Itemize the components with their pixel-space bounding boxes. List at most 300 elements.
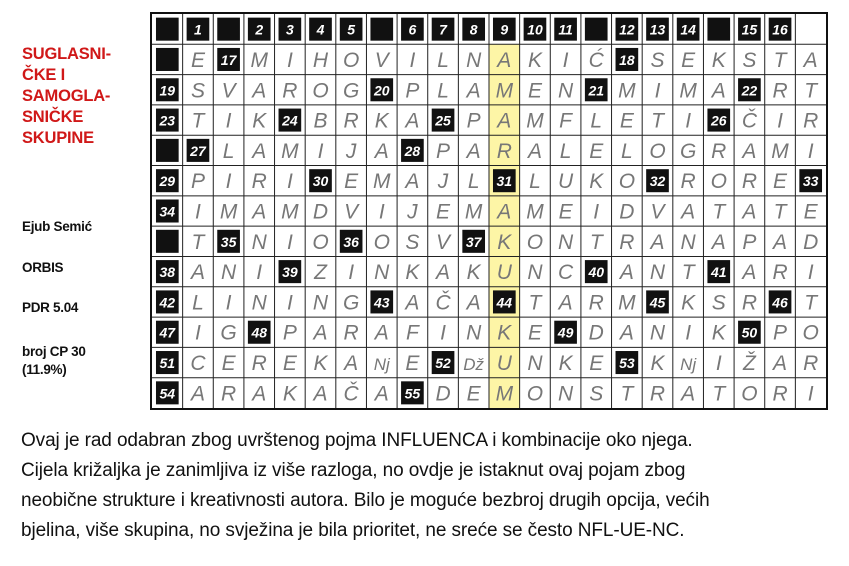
letter-cell: T bbox=[191, 230, 205, 254]
letter-cell: M bbox=[281, 139, 299, 163]
sidebar bbox=[0, 0, 150, 420]
crossword-svg bbox=[152, 14, 826, 408]
letter-cell: L bbox=[621, 139, 633, 163]
letter-cell: K bbox=[711, 321, 726, 345]
svg-text:39: 39 bbox=[282, 264, 298, 281]
letter-cell: O bbox=[342, 48, 360, 72]
letter-cell: T bbox=[589, 230, 603, 254]
letter-cell: A bbox=[497, 48, 512, 72]
letter-cell: P bbox=[773, 321, 788, 345]
clue-number-box bbox=[738, 321, 761, 344]
letter-cell: M bbox=[618, 291, 636, 315]
clue-number-box bbox=[401, 139, 424, 162]
letter-cell: I bbox=[286, 230, 293, 254]
svg-text:18: 18 bbox=[619, 51, 635, 68]
svg-text:53: 53 bbox=[619, 355, 635, 372]
svg-text:23: 23 bbox=[159, 112, 176, 129]
letter-cell: O bbox=[802, 321, 819, 345]
letter-cell: O bbox=[312, 79, 329, 103]
svg-text:32: 32 bbox=[649, 173, 666, 190]
letter-cell: T bbox=[804, 79, 818, 103]
letter-cell: A bbox=[374, 382, 389, 406]
letter-cell: K bbox=[681, 291, 696, 315]
letter-cell: I bbox=[440, 321, 446, 345]
letter-cell: Z bbox=[314, 261, 327, 285]
letter-cell: I bbox=[685, 109, 692, 133]
letter-cell: I bbox=[348, 261, 355, 285]
letter-cell: T bbox=[773, 200, 787, 224]
letter-cell: P bbox=[282, 321, 297, 345]
letter-cell: B bbox=[313, 109, 328, 133]
letter-cell: E bbox=[773, 170, 788, 194]
letter-cell: Nj bbox=[680, 355, 697, 375]
letter-cell: T bbox=[620, 382, 634, 406]
letter-cell: A bbox=[497, 200, 512, 224]
svg-text:25: 25 bbox=[435, 112, 451, 129]
letter-cell: R bbox=[680, 170, 696, 194]
header-number-box bbox=[279, 18, 302, 41]
letter-cell: O bbox=[526, 382, 544, 406]
clue-number-box bbox=[217, 48, 240, 71]
letter-cell: M bbox=[526, 109, 544, 133]
svg-text:49: 49 bbox=[557, 324, 574, 341]
letter-cell: R bbox=[343, 321, 359, 345]
svg-text:13: 13 bbox=[649, 21, 666, 38]
svg-text:43: 43 bbox=[373, 294, 390, 311]
letter-cell: G bbox=[342, 291, 360, 315]
svg-text:30: 30 bbox=[312, 173, 329, 190]
clue-number-box bbox=[156, 351, 179, 374]
letter-cell: I bbox=[225, 109, 232, 133]
clue-number-box bbox=[340, 230, 363, 253]
letter-cell: K bbox=[650, 352, 665, 376]
letter-cell: A bbox=[466, 291, 481, 315]
letter-cell: Dž bbox=[463, 355, 485, 375]
clue-number-box bbox=[279, 109, 302, 132]
letter-cell: V bbox=[650, 200, 665, 224]
svg-text:14: 14 bbox=[680, 21, 696, 38]
header-number-box bbox=[340, 18, 363, 41]
letter-cell: Ž bbox=[742, 352, 756, 376]
letter-cell: E bbox=[558, 200, 573, 224]
svg-text:28: 28 bbox=[404, 142, 421, 159]
letter-cell: I bbox=[593, 200, 600, 224]
letter-cell: Č bbox=[435, 291, 451, 315]
letter-cell: S bbox=[742, 48, 757, 72]
title-line: SAMOGLA- bbox=[22, 87, 111, 105]
letter-cell: F bbox=[405, 321, 419, 345]
count-line-1: broj CP 30 bbox=[22, 344, 86, 359]
letter-cell: E bbox=[466, 382, 481, 406]
svg-text:4: 4 bbox=[316, 21, 325, 38]
letter-cell: M bbox=[526, 200, 544, 224]
letter-cell: E bbox=[527, 79, 542, 103]
letter-cell: U bbox=[496, 261, 512, 285]
letter-cell: I bbox=[807, 139, 814, 163]
letter-cell: A bbox=[681, 382, 696, 406]
letter-cell: J bbox=[437, 170, 449, 194]
letter-cell: Č bbox=[741, 109, 757, 133]
letter-cell: K bbox=[497, 230, 512, 254]
letter-cell: L bbox=[222, 139, 235, 163]
svg-text:5: 5 bbox=[347, 21, 356, 38]
letter-cell: P bbox=[190, 170, 205, 194]
letter-cell: A bbox=[466, 79, 481, 103]
svg-text:34: 34 bbox=[159, 203, 176, 220]
svg-text:1: 1 bbox=[194, 21, 202, 38]
letter-cell: A bbox=[742, 200, 757, 224]
letter-cell: A bbox=[313, 382, 328, 406]
letter-cell: E bbox=[803, 200, 818, 224]
header-number-box bbox=[493, 18, 516, 41]
clue-number-box bbox=[554, 321, 577, 344]
letter-cell: I bbox=[225, 170, 232, 194]
letter-cell: R bbox=[619, 230, 635, 254]
letter-cell: R bbox=[282, 79, 298, 103]
letter-cell: M bbox=[250, 48, 268, 72]
letter-cell: D bbox=[588, 321, 604, 345]
clue-number-box bbox=[585, 260, 608, 283]
clue-number-box bbox=[432, 109, 455, 132]
clue-number-box bbox=[707, 109, 730, 132]
svg-text:46: 46 bbox=[772, 294, 788, 311]
letter-cell: E bbox=[436, 200, 451, 224]
letter-cell: O bbox=[312, 230, 329, 254]
letter-cell: R bbox=[251, 170, 267, 194]
description bbox=[21, 426, 836, 546]
letter-cell: I bbox=[286, 48, 293, 72]
header-number-box bbox=[309, 18, 332, 41]
letter-cell: R bbox=[741, 291, 757, 315]
letter-cell: K bbox=[282, 382, 297, 406]
letter-cell: I bbox=[715, 352, 722, 376]
letter-cell: A bbox=[773, 352, 788, 376]
svg-text:41: 41 bbox=[710, 264, 727, 281]
svg-text:45: 45 bbox=[649, 294, 666, 311]
letter-cell: A bbox=[405, 291, 420, 315]
letter-cell: E bbox=[344, 170, 359, 194]
clue-number-box bbox=[646, 169, 669, 192]
clue-number-box bbox=[309, 169, 332, 192]
letter-cell: R bbox=[741, 170, 757, 194]
svg-text:16: 16 bbox=[772, 21, 788, 38]
svg-text:36: 36 bbox=[343, 233, 359, 250]
svg-text:12: 12 bbox=[619, 21, 635, 38]
count-line-2: (11.9%) bbox=[22, 362, 67, 377]
letter-cell: A bbox=[711, 79, 726, 103]
letter-cell: Nj bbox=[373, 355, 390, 375]
clue-number-box bbox=[738, 78, 761, 101]
clue-number-box bbox=[187, 139, 210, 162]
black-cell bbox=[156, 139, 179, 162]
letter-cell: N bbox=[558, 230, 574, 254]
clue-number-box bbox=[248, 321, 271, 344]
svg-text:8: 8 bbox=[469, 21, 478, 38]
letter-cell: D bbox=[803, 230, 819, 254]
letter-cell: K bbox=[313, 352, 328, 376]
letter-cell: R bbox=[221, 382, 237, 406]
svg-text:42: 42 bbox=[159, 294, 176, 311]
letter-cell: E bbox=[619, 109, 634, 133]
letter-cell: I bbox=[286, 170, 293, 194]
letter-cell: T bbox=[191, 109, 205, 133]
letter-cell: M bbox=[618, 79, 636, 103]
letter-cell: P bbox=[742, 230, 757, 254]
svg-text:51: 51 bbox=[159, 355, 176, 372]
svg-text:29: 29 bbox=[159, 173, 176, 190]
letter-cell: S bbox=[650, 48, 665, 72]
letter-cell: R bbox=[251, 352, 267, 376]
description-line: Cijela križaljka je zanimljiva iz više razloga, no ovdje je istaknut ovaj pojam zbog bbox=[21, 460, 686, 481]
letter-cell: A bbox=[190, 382, 205, 406]
svg-text:3: 3 bbox=[285, 21, 294, 38]
letter-cell: A bbox=[190, 261, 205, 285]
letter-cell: N bbox=[312, 291, 329, 315]
letter-cell: I bbox=[409, 48, 416, 72]
letter-cell: E bbox=[405, 352, 420, 376]
letter-cell: N bbox=[221, 261, 237, 285]
header-number-box bbox=[187, 18, 210, 41]
letter-cell: A bbox=[527, 139, 542, 163]
letter-cell: D bbox=[619, 200, 635, 224]
letter-cell: U bbox=[496, 352, 512, 376]
letter-cell: K bbox=[558, 352, 573, 376]
letter-cell: S bbox=[711, 291, 726, 315]
letter-cell: D bbox=[435, 382, 451, 406]
letter-cell: A bbox=[497, 109, 512, 133]
header-number-box bbox=[677, 18, 700, 41]
letter-cell: M bbox=[464, 200, 483, 224]
letter-cell: N bbox=[527, 352, 543, 376]
letter-cell: E bbox=[190, 48, 205, 72]
letter-cell: M bbox=[219, 200, 238, 224]
letter-cell: N bbox=[466, 321, 482, 345]
letter-cell: M bbox=[495, 382, 514, 406]
letter-cell: I bbox=[654, 79, 661, 103]
letter-cell: A bbox=[374, 321, 389, 345]
letter-cell: J bbox=[407, 200, 418, 224]
letter-cell: E bbox=[282, 352, 297, 376]
letter-cell: M bbox=[771, 139, 789, 163]
svg-text:6: 6 bbox=[408, 21, 417, 38]
letter-cell: N bbox=[558, 382, 574, 406]
letter-cell: I bbox=[286, 291, 293, 315]
clue-number-box bbox=[799, 169, 822, 192]
header-number-box bbox=[738, 18, 761, 41]
clue-number-box bbox=[279, 260, 302, 283]
svg-text:20: 20 bbox=[373, 82, 390, 99]
clue-number-box bbox=[493, 169, 516, 192]
letter-cell: P bbox=[405, 79, 420, 103]
letter-cell: E bbox=[221, 352, 236, 376]
letter-cell: A bbox=[374, 139, 389, 163]
clue-number-box bbox=[156, 78, 179, 101]
letter-cell: A bbox=[619, 261, 634, 285]
header-number-box bbox=[554, 18, 577, 41]
publisher-name: ORBIS bbox=[22, 260, 64, 275]
header-black-box bbox=[370, 18, 393, 41]
letter-cell: N bbox=[251, 291, 267, 315]
description-line: neobične strukture i kreativnosti autora. Bilo je moguće bezbroj drugih opcija, većih bbox=[21, 490, 710, 511]
letter-cell: A bbox=[252, 382, 267, 406]
letter-cell: A bbox=[313, 321, 328, 345]
svg-text:26: 26 bbox=[710, 112, 727, 129]
letter-cell: R bbox=[803, 352, 819, 376]
letter-cell: K bbox=[405, 261, 420, 285]
letter-cell: O bbox=[618, 170, 636, 194]
letter-cell: R bbox=[588, 291, 604, 315]
svg-text:54: 54 bbox=[159, 385, 176, 402]
clue-number-box bbox=[707, 260, 730, 283]
description-line: bjelina, više skupina, no svježina je bila prioritet, ne sreće se često NFL-UE-NC. bbox=[21, 520, 685, 541]
letter-cell: E bbox=[589, 139, 604, 163]
letter-cell: N bbox=[558, 79, 574, 103]
letter-cell: S bbox=[405, 230, 420, 254]
clue-number-box bbox=[616, 48, 639, 71]
letter-cell: N bbox=[374, 261, 390, 285]
header-number-box bbox=[432, 18, 455, 41]
letter-cell: A bbox=[711, 230, 726, 254]
letter-cell: M bbox=[373, 170, 391, 194]
letter-cell: Ć bbox=[588, 48, 604, 72]
clue-number-box bbox=[156, 260, 179, 283]
letter-cell: G bbox=[220, 321, 237, 345]
letter-cell: H bbox=[312, 48, 329, 72]
black-cell bbox=[156, 230, 179, 253]
letter-cell: T bbox=[528, 291, 542, 315]
letter-cell: V bbox=[344, 200, 359, 224]
letter-cell: K bbox=[252, 109, 267, 133]
svg-text:38: 38 bbox=[159, 264, 176, 281]
svg-text:35: 35 bbox=[220, 233, 237, 250]
letter-cell: A bbox=[742, 139, 757, 163]
clue-number-box bbox=[217, 230, 240, 253]
letter-cell: R bbox=[343, 109, 359, 133]
letter-cell: N bbox=[649, 261, 666, 285]
letter-cell: I bbox=[685, 321, 692, 345]
clue-number-box bbox=[156, 199, 179, 222]
letter-cell: O bbox=[373, 230, 390, 254]
letter-cell: R bbox=[496, 139, 512, 163]
header-number-box bbox=[524, 18, 547, 41]
letter-cell: V bbox=[436, 230, 451, 254]
letter-cell: J bbox=[345, 139, 357, 163]
letter-cell: A bbox=[558, 291, 573, 315]
clue-number-box bbox=[432, 351, 455, 374]
letter-cell: A bbox=[742, 261, 757, 285]
svg-text:37: 37 bbox=[465, 233, 482, 250]
svg-text:31: 31 bbox=[496, 173, 513, 190]
puzzle-title bbox=[22, 44, 142, 149]
letter-cell: T bbox=[712, 382, 726, 406]
letter-cell: G bbox=[679, 139, 697, 163]
header-black-box bbox=[707, 18, 730, 41]
title-line: SNIČKE bbox=[22, 108, 84, 126]
svg-text:21: 21 bbox=[588, 82, 605, 99]
letter-cell: A bbox=[803, 48, 818, 72]
letter-cell: I bbox=[378, 200, 385, 224]
svg-text:27: 27 bbox=[190, 142, 206, 159]
svg-text:11: 11 bbox=[558, 21, 573, 38]
crossword-grid bbox=[150, 12, 828, 410]
letter-cell: L bbox=[437, 48, 449, 72]
letter-cell: K bbox=[711, 48, 726, 72]
letter-cell: L bbox=[437, 79, 449, 103]
letter-cell: I bbox=[562, 48, 569, 72]
letter-cell: N bbox=[649, 321, 666, 345]
clue-number-box bbox=[156, 290, 179, 313]
letter-cell: T bbox=[681, 261, 695, 285]
letter-cell: V bbox=[221, 79, 236, 103]
header-black-box bbox=[585, 18, 608, 41]
svg-text:9: 9 bbox=[500, 21, 509, 38]
letter-cell: I bbox=[807, 382, 814, 406]
letter-cell: L bbox=[590, 109, 603, 133]
letter-cell: R bbox=[772, 382, 788, 406]
svg-text:17: 17 bbox=[220, 51, 237, 68]
title-line: SUGLASNI- bbox=[22, 45, 111, 63]
letter-cell: S bbox=[589, 382, 604, 406]
letter-cell: K bbox=[466, 261, 481, 285]
letter-cell: I bbox=[225, 291, 232, 315]
header-black-box bbox=[217, 18, 240, 41]
clue-number-box bbox=[156, 381, 179, 404]
clue-number-box bbox=[370, 78, 393, 101]
header-black-box bbox=[156, 18, 179, 41]
letter-cell: A bbox=[405, 170, 420, 194]
author-name: Ejub Semić bbox=[22, 219, 92, 234]
letter-cell: M bbox=[679, 79, 697, 103]
letter-cell: O bbox=[741, 382, 758, 406]
letter-cell: I bbox=[317, 139, 324, 163]
clue-number-box bbox=[493, 290, 516, 313]
clue-number-box bbox=[462, 230, 485, 253]
letter-cell: O bbox=[526, 230, 544, 254]
letter-cell: M bbox=[495, 79, 514, 103]
letter-cell: F bbox=[559, 109, 573, 133]
letter-cell: T bbox=[712, 200, 726, 224]
clue-number-box bbox=[370, 290, 393, 313]
letter-cell: I bbox=[195, 200, 201, 224]
svg-text:48: 48 bbox=[251, 324, 268, 341]
clue-number-box bbox=[156, 169, 179, 192]
letter-cell: L bbox=[192, 291, 204, 315]
letter-cell: A bbox=[466, 139, 481, 163]
letter-cell: A bbox=[681, 200, 696, 224]
letter-cell: O bbox=[710, 170, 727, 194]
letter-cell: A bbox=[619, 321, 634, 345]
letter-cell: R bbox=[772, 261, 788, 285]
letter-cell: E bbox=[681, 48, 696, 72]
letter-cell: A bbox=[436, 261, 451, 285]
clue-number-box bbox=[156, 109, 179, 132]
svg-text:55: 55 bbox=[404, 385, 421, 402]
letter-cell: P bbox=[466, 109, 481, 133]
svg-text:10: 10 bbox=[527, 21, 543, 38]
clue-number-box bbox=[585, 78, 608, 101]
letter-cell: Č bbox=[343, 382, 359, 406]
clue-number-box bbox=[616, 351, 639, 374]
svg-text:24: 24 bbox=[282, 112, 298, 129]
letter-cell: A bbox=[773, 230, 788, 254]
clue-number-box bbox=[401, 381, 424, 404]
letter-cell: R bbox=[772, 79, 788, 103]
letter-cell: I bbox=[256, 261, 263, 285]
letter-cell: R bbox=[803, 109, 819, 133]
letter-cell: N bbox=[466, 48, 482, 72]
letter-cell: I bbox=[807, 261, 814, 285]
letter-cell: E bbox=[589, 352, 604, 376]
